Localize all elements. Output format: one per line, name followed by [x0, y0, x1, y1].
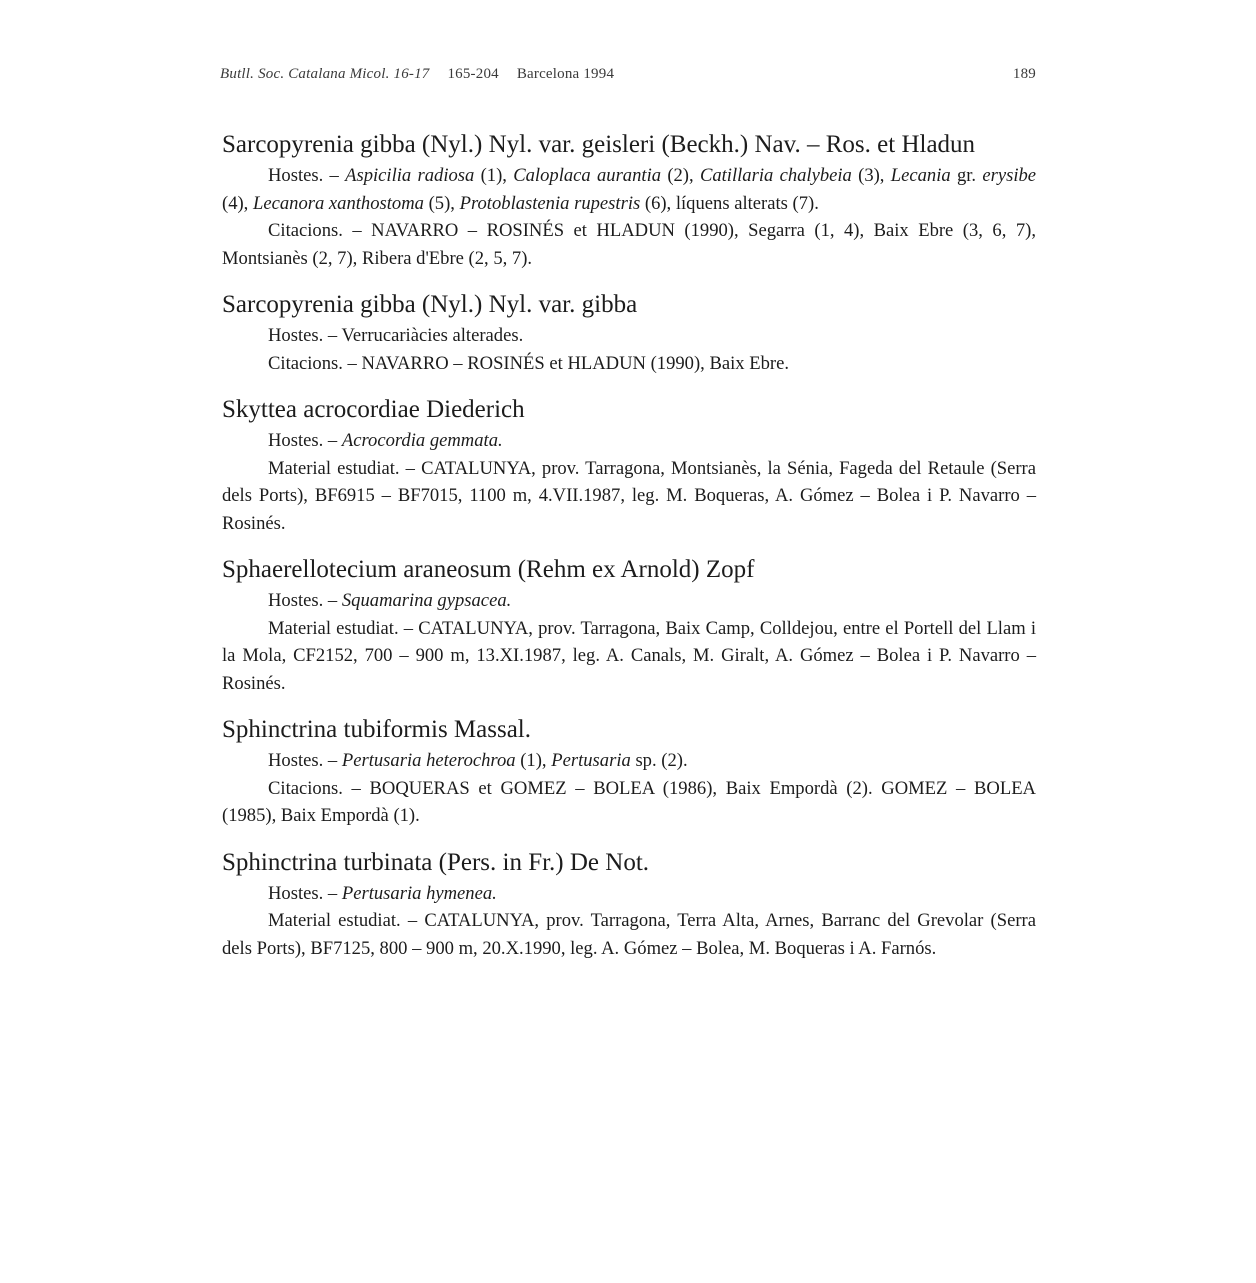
taxon-heading: Skyttea acrocordiae Diederich [222, 396, 525, 423]
hostes-label: Hostes. – [268, 325, 338, 346]
host-name: Protoblastenia rupestris [459, 192, 641, 214]
page-range: 165-204 [447, 66, 499, 82]
article-body [222, 130, 1036, 980]
taxon-entry [222, 555, 1036, 697]
citacions-label: Citacions. – [268, 352, 357, 374]
citacions-text: BOQUERAS et GOMEZ – BOLEA (1986), Baix Empordà (2). GOMEZ – BOLEA (1985), Baix Empordà (1). [222, 777, 1036, 826]
hostes-paragraph [222, 880, 1036, 908]
hostes-text: Verrucariàcies alterades. [341, 325, 524, 346]
material-text: CATALUNYA, prov. Tarragona, Terra Alta, Arnes, Barranc del Grevolar (Serra dels Ports), BF7125, 800 – 900 m, 20.X.1990, leg. A. Gómez – Bolea, M. Boqueras i A. Farnós. [222, 910, 1036, 959]
host-name: Catillaria chalybeia [699, 165, 852, 186]
host-ref: (1), [480, 165, 507, 186]
host-name: Pertusaria [551, 750, 631, 771]
citacions-text: NAVARRO – ROSINÉS et HLADUN (1990), Baix Ebre. [361, 352, 789, 374]
taxon-entry [222, 290, 1036, 377]
material-label: Material estudiat. – [268, 617, 414, 639]
host-name: Aspicilia radiosa [345, 165, 475, 186]
material-text: CATALUNYA, prov. Tarragona, Montsianès, la Sénia, Fageda del Retaule (Serra dels Ports), BF6915 – BF7015, 1100 m, 4.VII.1987, leg. M. Boqueras, A. Gómez – Bolea i P. Navarro – Rosinés. [222, 457, 1036, 534]
taxon-heading: Sphaerellotecium araneosum (Rehm ex Arnold) Zopf [222, 556, 755, 583]
citacions-label: Citacions. – [268, 777, 361, 799]
hostes-paragraph [222, 747, 1036, 775]
hostes-label: Hostes. – [268, 590, 338, 611]
host-ref: (1), [520, 750, 547, 771]
hostes-paragraph [222, 162, 1036, 217]
taxon-entry [222, 715, 1036, 830]
host-ref: (6), líquens alterats (7). [644, 192, 819, 214]
taxon-entry [222, 848, 1036, 963]
host-name: Caloplaca aurantia [513, 165, 662, 186]
taxon-entry [222, 395, 1036, 537]
citacions-text: NAVARRO – ROSINÉS et HLADUN (1990), Segarra (1, 4), Baix Ebre (3, 6, 7), Montsianès (2, 7), Ribera d'Ebre (2, 5, 7). [222, 220, 1036, 269]
material-paragraph [222, 907, 1036, 962]
journal-citation: Butll. Soc. Catalana Micol. 16-17 [220, 66, 430, 82]
taxon-entry [222, 130, 1036, 272]
host-name: Lecanora xanthostoma [253, 192, 424, 214]
host-name: Acrocordia gemmata. [341, 430, 503, 451]
hostes-label: Hostes. – [268, 430, 338, 451]
host-name: erysibe [982, 165, 1037, 186]
host-name: Lecania [890, 165, 951, 186]
material-paragraph [222, 455, 1036, 538]
hostes-paragraph [222, 427, 1036, 455]
material-paragraph [222, 615, 1036, 698]
host-ref: (4), [222, 192, 249, 214]
citacions-label: Citacions. – [268, 220, 362, 241]
host-name: Pertusaria heterochroa [341, 750, 516, 771]
taxon-heading: Sphinctrina turbinata (Pers. in Fr.) De Not. [222, 848, 650, 876]
hostes-label: Hostes. – [268, 882, 338, 904]
host-ref: (2), [667, 165, 694, 186]
taxon-heading: Sarcopyrenia gibba (Nyl.) Nyl. var. gibba [222, 291, 638, 318]
material-label: Material estudiat. – [268, 457, 415, 479]
hostes-paragraph [222, 322, 1036, 350]
host-ref: (5), [428, 192, 455, 214]
page-number: 189 [1012, 66, 1036, 82]
host-name: Squamarina gypsacea. [341, 590, 512, 611]
running-head [220, 66, 1036, 83]
citacions-paragraph [222, 217, 1036, 272]
taxon-heading: Sarcopyrenia gibba (Nyl.) Nyl. var. geisleri (Beckh.) Nav. – Ros. et Hladun [222, 131, 976, 158]
host-ref: sp. (2). [635, 750, 688, 771]
host-ref: gr. [956, 165, 977, 186]
citacions-paragraph [222, 350, 1036, 378]
hostes-paragraph [222, 587, 1036, 615]
material-label: Material estudiat. – [268, 910, 418, 931]
place-year: Barcelona 1994 [516, 66, 615, 82]
host-name: Pertusaria hymenea. [341, 882, 497, 904]
hostes-label: Hostes. – [268, 165, 339, 186]
taxon-heading: Sphinctrina tubiformis Massal. [222, 716, 531, 743]
material-text: CATALUNYA, prov. Tarragona, Baix Camp, Colldejou, entre el Portell del Llam i la Mola, CF2152, 700 – 900 m, 13.XI.1987, leg. A. Canals, M. Giralt, A. Gómez – Bolea i P. Navarro – Rosinés. [222, 617, 1037, 694]
host-ref: (3), [858, 165, 885, 186]
hostes-label: Hostes. – [268, 750, 338, 771]
citacions-paragraph [222, 775, 1036, 830]
